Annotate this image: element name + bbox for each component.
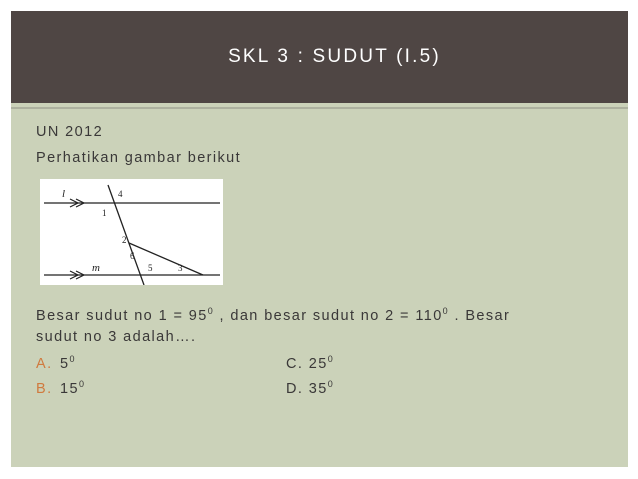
option-a[interactable]: A. $5^0$ xyxy=(36,354,76,372)
question-line-1: Besar sudut no $1 = 95^0$ , dan besar sudut no $2 = 110^0$ . Besar xyxy=(36,306,511,324)
exam-year: UN 2012 xyxy=(36,124,104,140)
angle-diagram xyxy=(40,179,223,285)
label-m: m xyxy=(92,262,100,274)
geometry-figure xyxy=(40,179,223,285)
triangle-side xyxy=(129,243,203,275)
angle-label-3: 3 xyxy=(178,263,183,273)
angle-label-2: 2 xyxy=(122,235,127,245)
title-bar xyxy=(11,11,628,103)
angle-label-6: 6 xyxy=(130,251,135,261)
option-c[interactable]: C. $25^0$ xyxy=(286,354,335,372)
option-b[interactable]: B. $15^0$ xyxy=(36,379,86,397)
slide xyxy=(11,11,628,467)
label-l: l xyxy=(62,188,66,200)
angle-label-1: 1 xyxy=(102,208,107,218)
instruction-text: Perhatikan gambar berikut xyxy=(36,150,242,166)
question-line-2: sudut no 3 adalah…. xyxy=(36,329,197,345)
slide-title: SKL 3 : SUDUT (I.5) xyxy=(228,46,441,67)
angle-label-5: 5 xyxy=(148,263,153,273)
angle-label-4: 4 xyxy=(118,189,123,199)
option-d[interactable]: D. $35^0$ xyxy=(286,379,335,397)
title-divider xyxy=(11,107,628,109)
